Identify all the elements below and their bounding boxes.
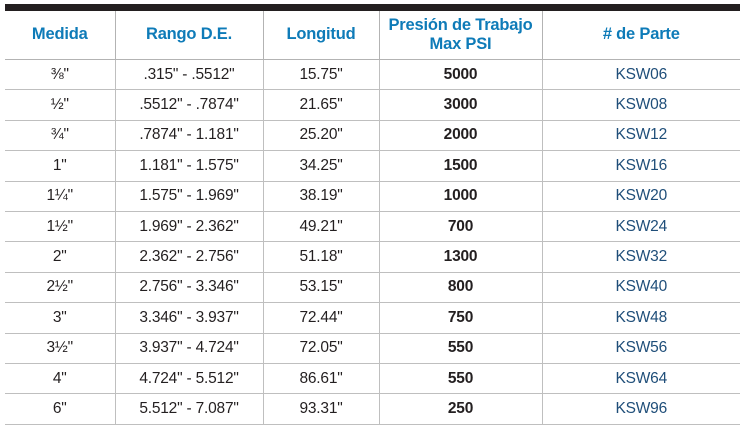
cell-rango: 1.969" - 2.362" (115, 211, 263, 241)
column-header-longitud: Longitud (263, 8, 379, 60)
cell-medida: 4" (5, 363, 115, 393)
table-row (5, 181, 740, 211)
part-number-link[interactable]: KSW24 (542, 211, 740, 241)
table-header-row (5, 8, 740, 60)
table-row (5, 394, 740, 424)
cell-medida: 6" (5, 394, 115, 424)
part-number-link[interactable]: KSW56 (542, 333, 740, 363)
part-number-link[interactable]: KSW20 (542, 181, 740, 211)
column-header-rango: Rango D.E. (115, 8, 263, 60)
cell-longitud: 86.61" (263, 363, 379, 393)
table-row (5, 242, 740, 272)
cell-medida: 2" (5, 242, 115, 272)
cell-longitud: 93.31" (263, 394, 379, 424)
cell-presion: 550 (379, 333, 542, 363)
column-header-presion: Presión de Trabajo Max PSI (379, 8, 542, 60)
part-number-link[interactable]: KSW16 (542, 151, 740, 181)
column-header-medida: Medida (5, 8, 115, 60)
cell-presion: 5000 (379, 60, 542, 90)
cell-longitud: 34.25" (263, 151, 379, 181)
cell-longitud: 72.05" (263, 333, 379, 363)
cell-longitud: 15.75" (263, 60, 379, 90)
part-number-link[interactable]: KSW48 (542, 303, 740, 333)
cell-presion: 550 (379, 363, 542, 393)
table-row (5, 60, 740, 90)
cell-presion: 250 (379, 394, 542, 424)
cell-medida: 1" (5, 151, 115, 181)
cell-presion: 3000 (379, 90, 542, 120)
cell-medida: ⅜" (5, 60, 115, 90)
table-row (5, 303, 740, 333)
part-number-link[interactable]: KSW06 (542, 60, 740, 90)
cell-presion: 1000 (379, 181, 542, 211)
column-header-parte: # de Parte (542, 8, 740, 60)
cell-longitud: 38.19" (263, 181, 379, 211)
pressure-rating-table (5, 4, 740, 425)
cell-presion: 750 (379, 303, 542, 333)
cell-rango: 1.575" - 1.969" (115, 181, 263, 211)
cell-rango: .315" - .5512" (115, 60, 263, 90)
cell-presion: 700 (379, 211, 542, 241)
part-number-link[interactable]: KSW40 (542, 272, 740, 302)
cell-rango: 2.756" - 3.346" (115, 272, 263, 302)
table-row (5, 363, 740, 393)
cell-medida: ¾" (5, 120, 115, 150)
table-row (5, 151, 740, 181)
part-number-link[interactable]: KSW12 (542, 120, 740, 150)
cell-presion: 1500 (379, 151, 542, 181)
cell-medida: ½" (5, 90, 115, 120)
cell-presion: 800 (379, 272, 542, 302)
part-number-link[interactable]: KSW96 (542, 394, 740, 424)
part-number-link[interactable]: KSW32 (542, 242, 740, 272)
cell-medida: 2½" (5, 272, 115, 302)
cell-rango: 1.181" - 1.575" (115, 151, 263, 181)
cell-medida: 1¼" (5, 181, 115, 211)
cell-longitud: 25.20" (263, 120, 379, 150)
table-row (5, 272, 740, 302)
cell-rango: 5.512" - 7.087" (115, 394, 263, 424)
cell-longitud: 21.65" (263, 90, 379, 120)
table-row (5, 120, 740, 150)
cell-longitud: 72.44" (263, 303, 379, 333)
cell-presion: 1300 (379, 242, 542, 272)
table-row (5, 211, 740, 241)
cell-rango: .7874" - 1.181" (115, 120, 263, 150)
cell-rango: .5512" - .7874" (115, 90, 263, 120)
cell-rango: 2.362" - 2.756" (115, 242, 263, 272)
table-row (5, 333, 740, 363)
part-number-link[interactable]: KSW64 (542, 363, 740, 393)
part-number-link[interactable]: KSW08 (542, 90, 740, 120)
cell-rango: 3.937" - 4.724" (115, 333, 263, 363)
cell-rango: 4.724" - 5.512" (115, 363, 263, 393)
cell-presion: 2000 (379, 120, 542, 150)
table-header (5, 8, 740, 60)
cell-medida: 3" (5, 303, 115, 333)
cell-medida: 1½" (5, 211, 115, 241)
cell-longitud: 51.18" (263, 242, 379, 272)
cell-medida: 3½" (5, 333, 115, 363)
cell-longitud: 49.21" (263, 211, 379, 241)
table-row (5, 90, 740, 120)
cell-rango: 3.346" - 3.937" (115, 303, 263, 333)
cell-longitud: 53.15" (263, 272, 379, 302)
table-body (5, 60, 740, 425)
